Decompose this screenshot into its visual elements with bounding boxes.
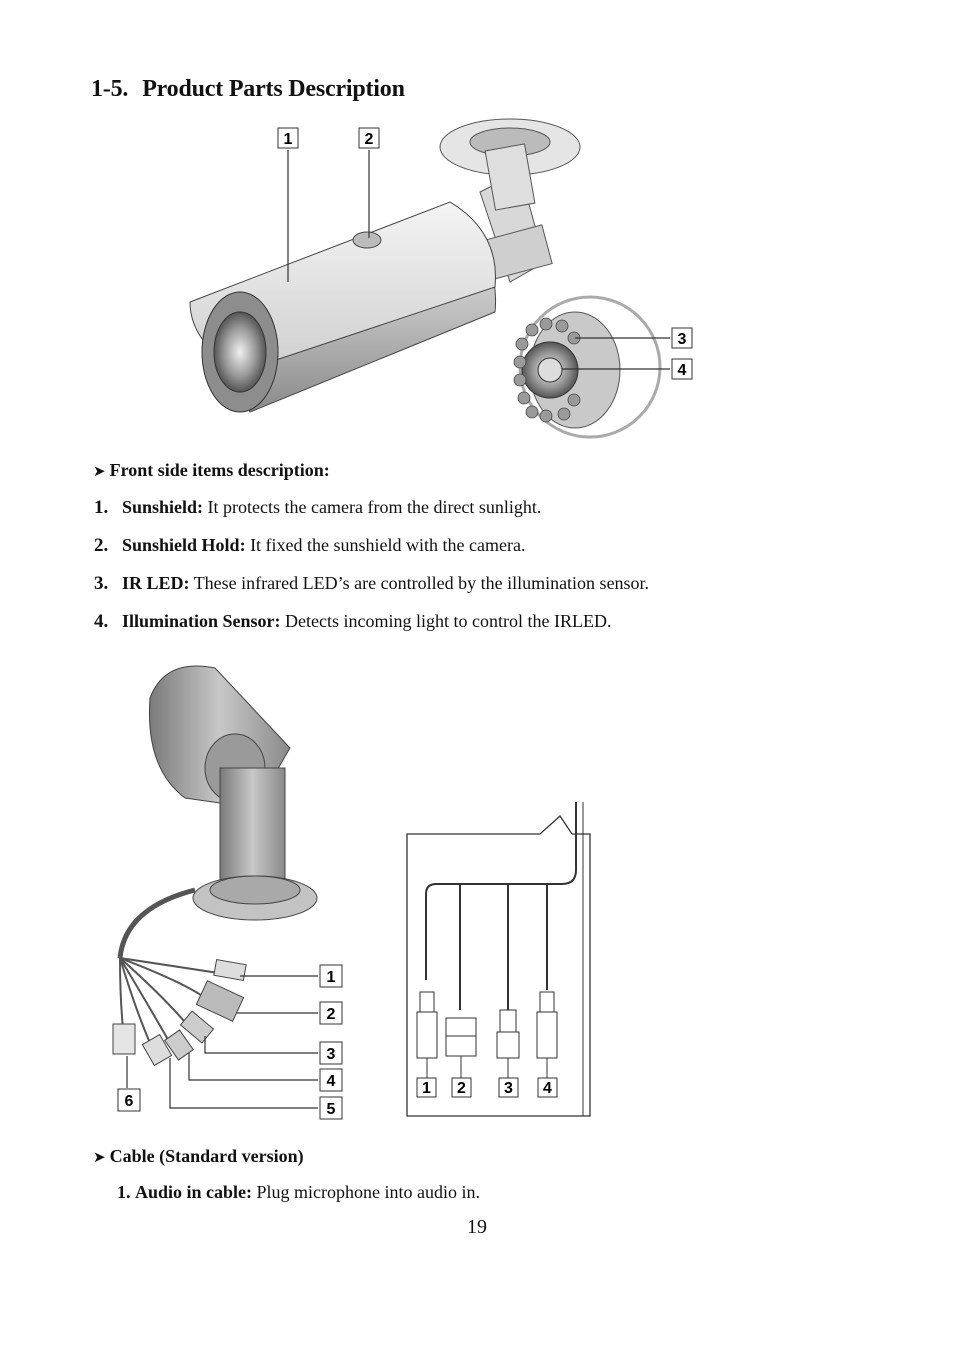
- connector-diagram: [400, 800, 595, 1120]
- front-item-term: Sunshield:: [122, 497, 204, 517]
- connector-callout-3: 3: [504, 1080, 513, 1097]
- front-camera-illustration: [170, 112, 710, 442]
- cable-item-desc: Plug microphone into audio in.: [252, 1182, 481, 1202]
- front-item-number: 3.: [94, 573, 109, 594]
- front-item-number: 2.: [94, 535, 109, 556]
- connector-callout-1: 1: [422, 1080, 431, 1097]
- front-item-term: Sunshield Hold:: [122, 535, 246, 555]
- front-item-number: 4.: [94, 611, 109, 632]
- cable-item-1: [117, 1182, 480, 1203]
- connector-callout-2: 2: [457, 1080, 466, 1097]
- front-item-3: [94, 573, 649, 595]
- section-number: 1-5.: [91, 76, 129, 102]
- cable-heading-text: Cable (Standard version): [109, 1146, 304, 1166]
- front-item-desc: These infrared LED’s are controlled by the illumination sensor.: [189, 573, 650, 593]
- cable-item-term: Audio in cable:: [135, 1182, 253, 1202]
- section-heading: [91, 76, 405, 103]
- front-callout-4: 4: [677, 362, 687, 379]
- front-item-number: 1.: [94, 497, 109, 518]
- front-items-heading-text: Front side items description:: [109, 460, 330, 480]
- cable-callout-6: 6: [124, 1093, 134, 1110]
- front-item-2: [94, 535, 525, 557]
- cable-item-number: 1.: [117, 1182, 131, 1202]
- front-items-heading: [93, 460, 330, 481]
- front-item-1: [94, 497, 541, 519]
- cable-callout-3: 3: [326, 1046, 336, 1063]
- cable-callout-2: 2: [326, 1006, 336, 1023]
- front-callout-1: 1: [283, 131, 293, 148]
- arrowhead-icon: ➤: [93, 462, 106, 480]
- cable-callout-4: 4: [326, 1073, 336, 1090]
- connector-callout-4: 4: [543, 1080, 552, 1097]
- arrowhead-icon: ➤: [93, 1148, 106, 1166]
- cable-heading: [93, 1146, 304, 1167]
- page-number: 19: [467, 1216, 487, 1238]
- section-title: Product Parts Description: [142, 76, 405, 102]
- front-item-desc: It fixed the sunshield with the camera.: [245, 535, 526, 555]
- front-callout-3: 3: [677, 331, 687, 348]
- front-item-term: Illumination Sensor:: [122, 611, 281, 631]
- cable-callout-1: 1: [326, 969, 336, 986]
- front-item-desc: Detects incoming light to control the IRLED.: [280, 611, 612, 631]
- front-callout-2: 2: [364, 131, 374, 148]
- cable-illustration: [105, 658, 355, 1126]
- cable-callout-5: 5: [326, 1101, 336, 1118]
- front-item-4: [94, 611, 611, 633]
- front-item-desc: It protects the camera from the direct sunlight.: [203, 497, 542, 517]
- front-item-term: IR LED:: [122, 573, 190, 593]
